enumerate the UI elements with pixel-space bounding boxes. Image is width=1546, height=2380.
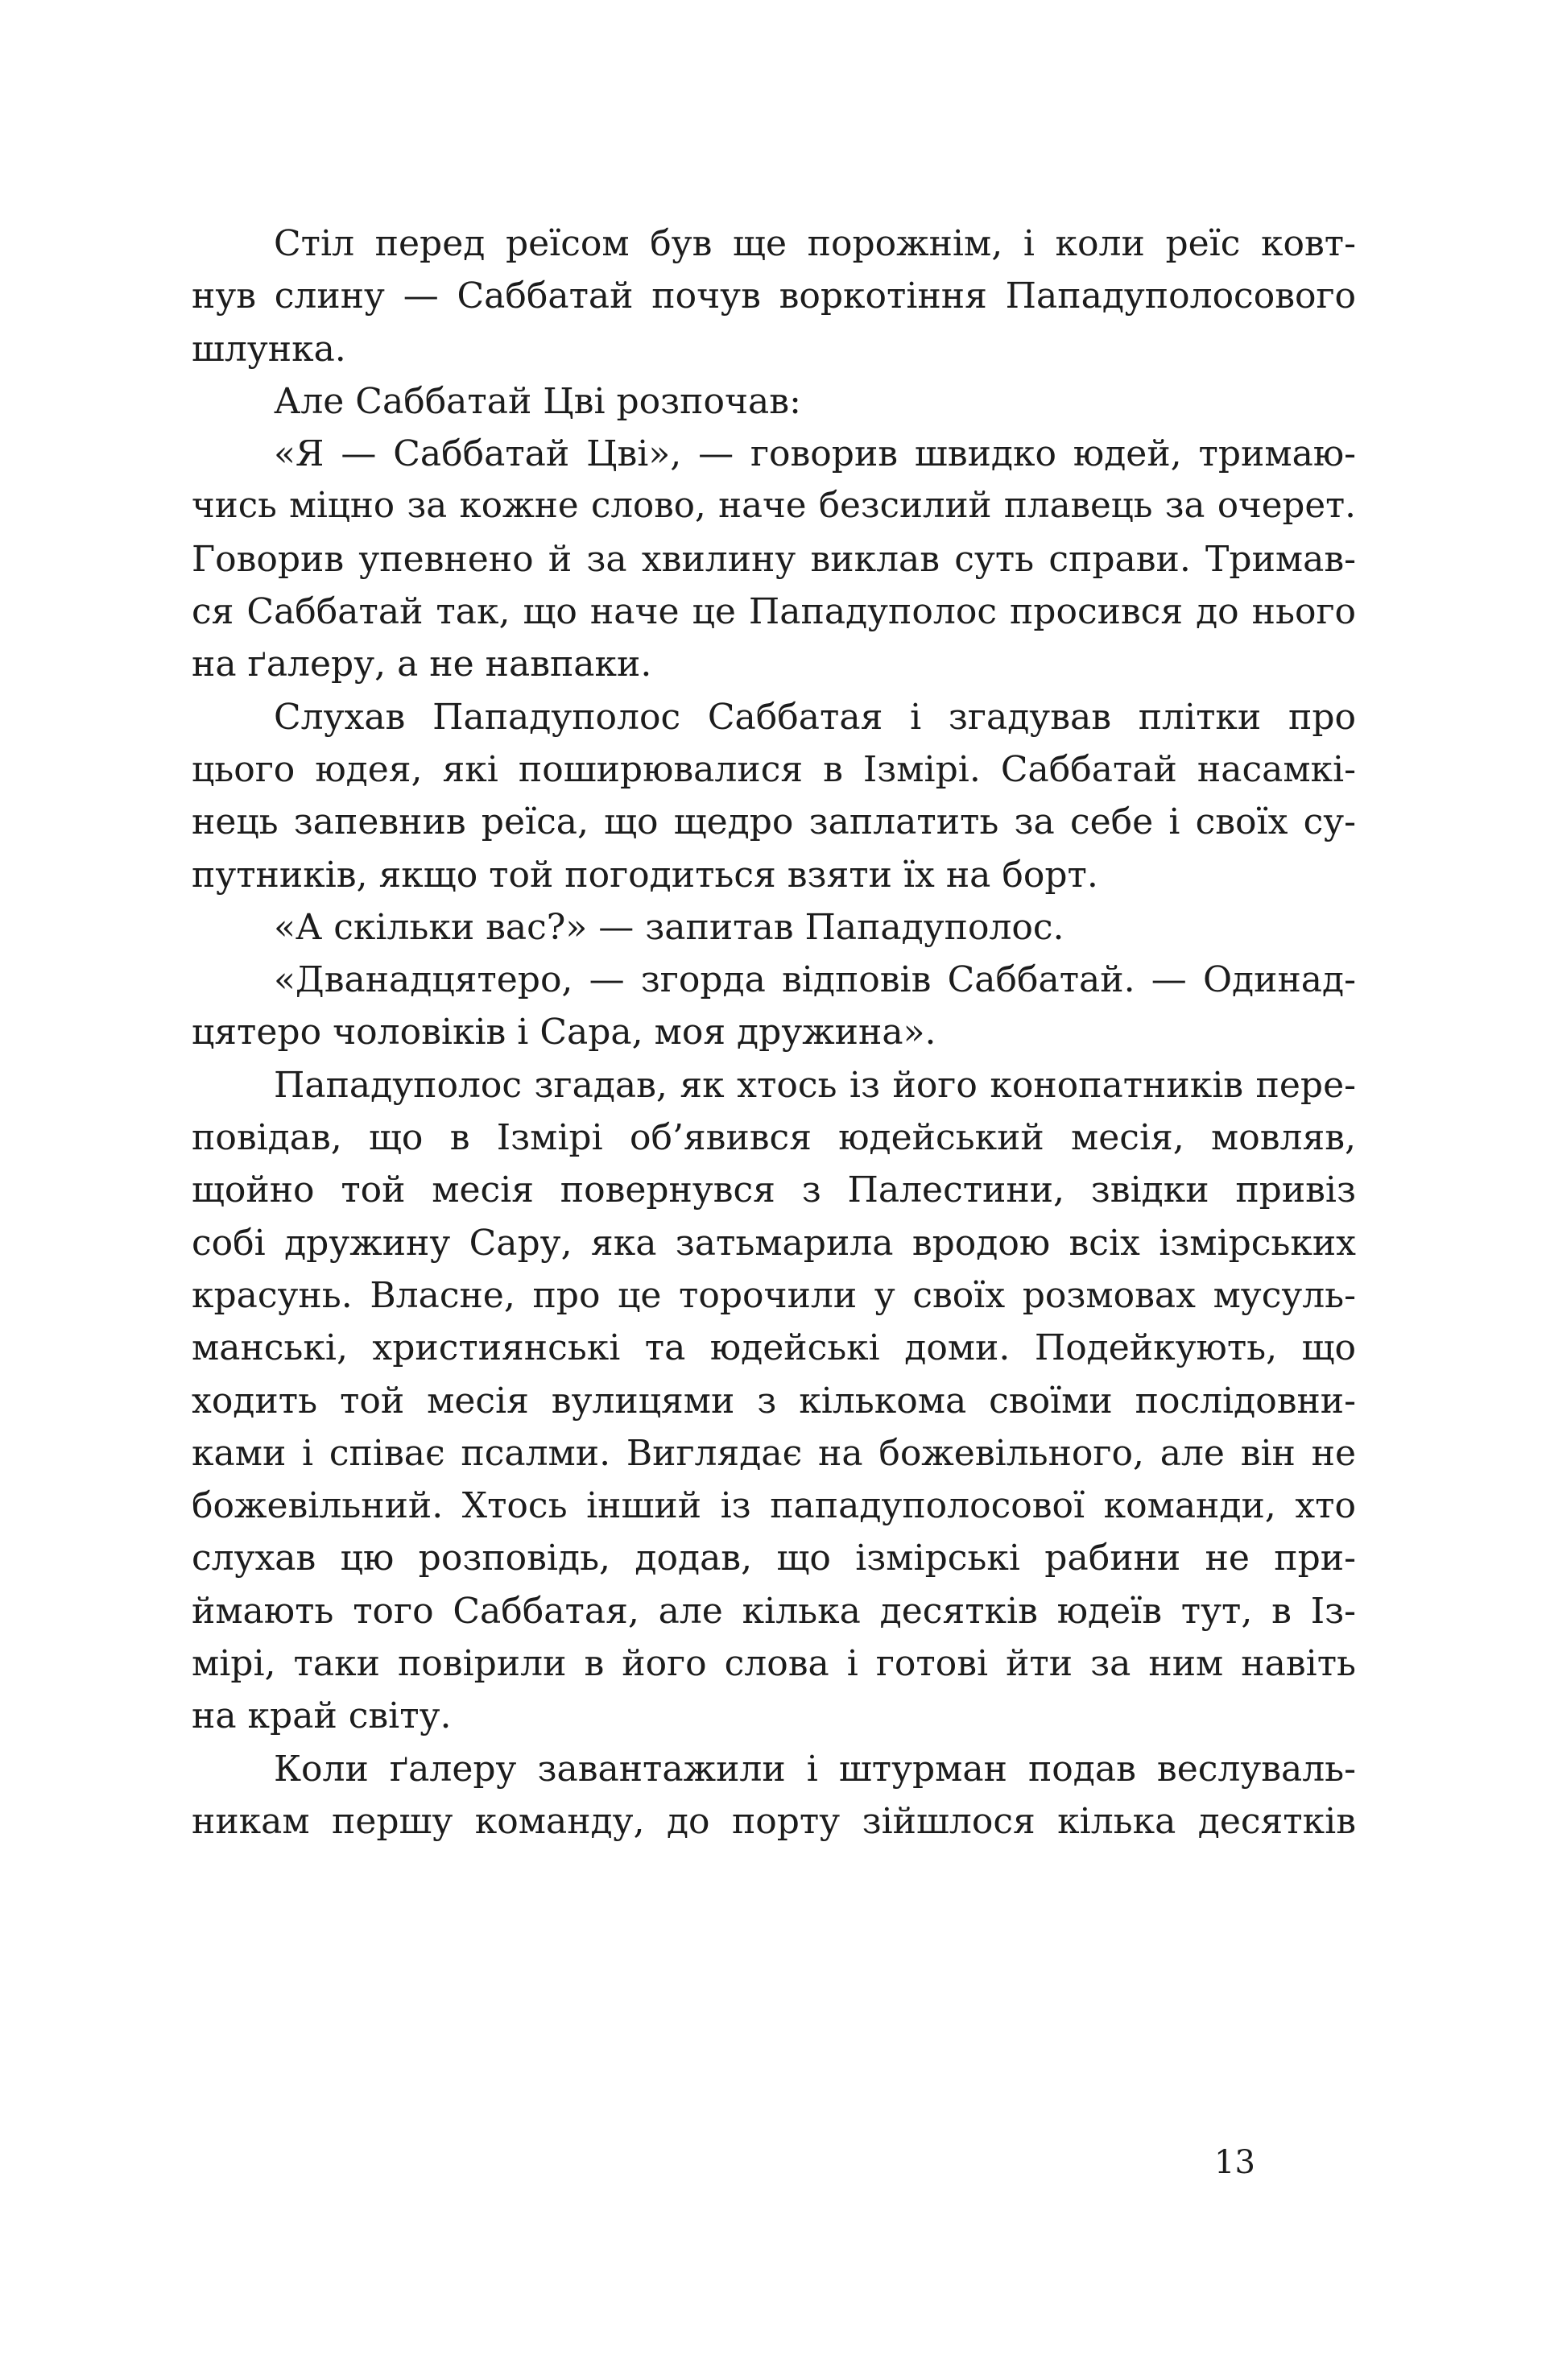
- text-line: собі дружину Сару, яка затьмарила вродою всіх ізмірських: [192, 1222, 1356, 1264]
- text-line: цього юдея, які поширювалися в Ізмірі. Саббатай насамкі-: [192, 748, 1356, 790]
- text-line: щойно той месія повернувся з Палестини, звідки привіз: [192, 1169, 1356, 1211]
- text-line: ходить той месія вулицями з кількома своїми послідовни-: [192, 1380, 1356, 1422]
- text-line: на край світу.: [192, 1695, 452, 1737]
- text-line: «Дванадцятеро, — згорда відповів Саббатай. — Одинад-: [274, 959, 1356, 1001]
- text-line: Пападуполос згадав, як хтось із його конопатників пере-: [274, 1064, 1356, 1106]
- text-line: ками і співає псалми. Виглядає на божевільного, але він не: [192, 1432, 1356, 1474]
- text-line: мірі, таки повірили в його слова і готові йти за ним навіть: [192, 1643, 1356, 1685]
- text-line: Стіл перед реїсом був ще порожнім, і коли реїс ковт-: [274, 223, 1356, 264]
- text-line: на ґалеру, а не навпаки.: [192, 644, 652, 685]
- text-line: слухав цю розповідь, додав, що ізмірські рабини не при-: [192, 1538, 1356, 1579]
- text-line: ся Саббатай так, що наче це Пападуполос просився до нього: [192, 591, 1356, 633]
- text-line: Говорив упевнено й за хвилину виклав суть справи. Тримав-: [192, 538, 1356, 580]
- text-line: Коли ґалеру завантажили і штурман подав веслуваль-: [274, 1748, 1356, 1790]
- body-text: [192, 217, 1356, 1848]
- page-number: 13: [1214, 2144, 1255, 2181]
- text-line: никам першу команду, до порту зійшлося кілька десятків: [192, 1800, 1356, 1842]
- text-line: «А скільки вас?» — запитав Пападуполос.: [274, 906, 1064, 948]
- text-line: повідав, що в Ізмірі об’явився юдейський месія, мовляв,: [192, 1117, 1356, 1159]
- text-line: чись міцно за кожне слово, наче безсилий плавець за очерет.: [192, 486, 1356, 527]
- text-line: божевільний. Хтось інший із пападуполосової команди, хто: [192, 1485, 1356, 1527]
- text-line: Але Саббатай Цві розпочав:: [274, 380, 801, 422]
- text-line: ймають того Саббатая, але кілька десятків юдеїв тут, в Із-: [192, 1590, 1356, 1632]
- text-line: шлунка.: [192, 328, 346, 370]
- text-line: цятеро чоловіків і Сара, моя дружина».: [192, 1012, 936, 1053]
- text-line: путників, якщо той погодиться взяти їх на борт.: [192, 854, 1098, 896]
- text-line: нець запевнив реїса, що щедро заплатить за себе і своїх су-: [192, 801, 1356, 843]
- text-line: Слухав Пападуполос Саббатая і згадував плітки про: [274, 696, 1356, 738]
- text-line: манські, християнські та юдейські доми. Подейкують, що: [192, 1327, 1356, 1369]
- text-line: «Я — Саббатай Цві», — говорив швидко юдей, тримаю-: [274, 433, 1356, 475]
- text-line: красунь. Власне, про це торочили у своїх розмовах мусуль-: [192, 1274, 1356, 1316]
- text-line: нув слину — Саббатай почув воркотіння Пападуполосового: [192, 275, 1356, 317]
